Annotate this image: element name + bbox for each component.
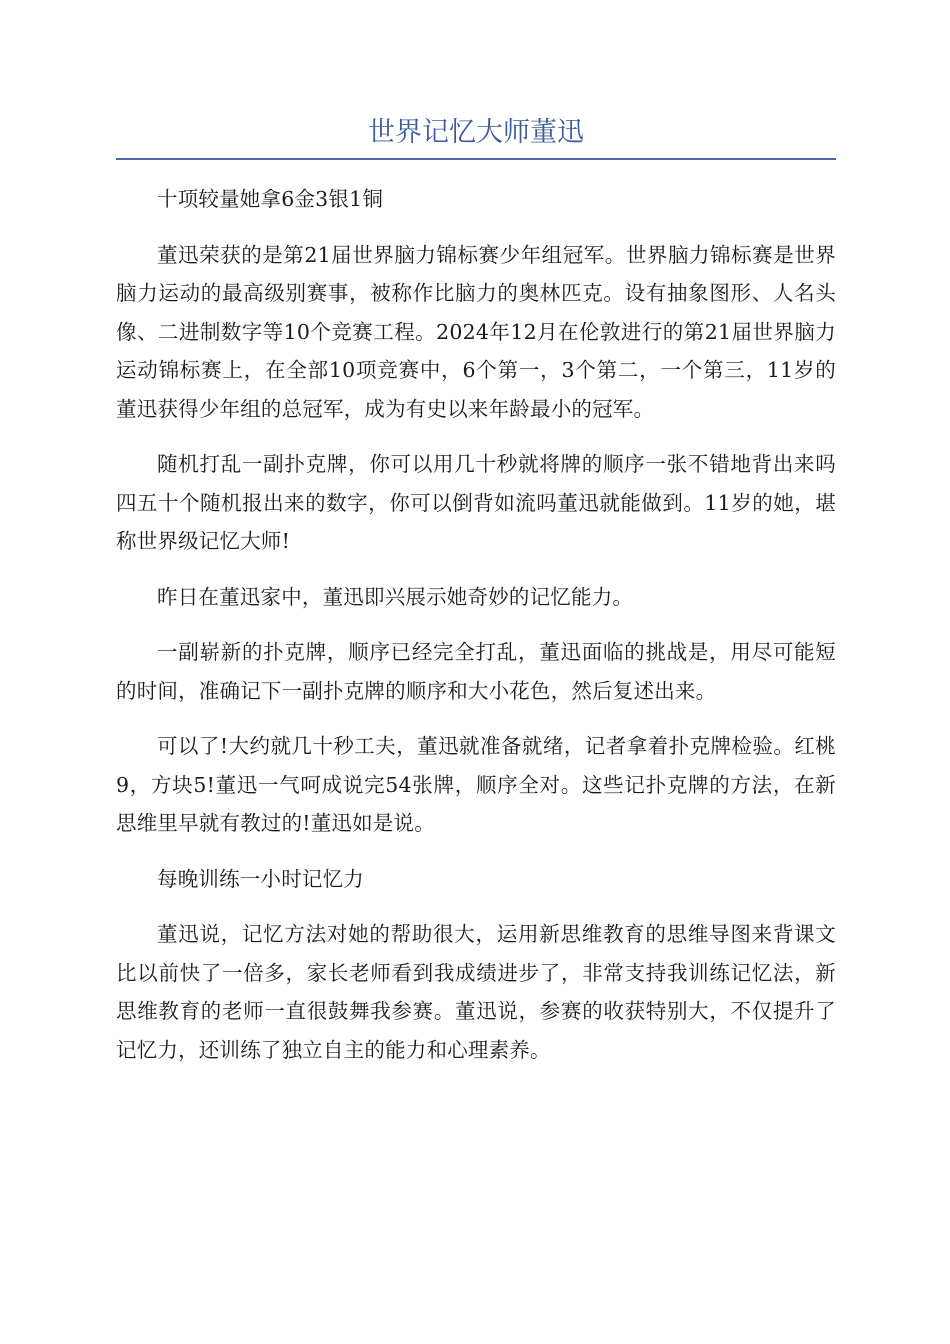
paragraph-method: 董迅说，记忆方法对她的帮助很大，运用新思维教育的思维导图来背课文比以前快了一倍多，家长老师看到我成绩进步了，非常支持我训练记忆法，新思维教育的老师一直很鼓舞我参赛。董迅说，参赛的收获特别大，不仅提升了记忆力，还训练了独立自主的能力和心理素养。	[116, 922, 836, 1062]
paragraph-poker-challenge: 随机打乱一副扑克牌，你可以用几十秒就将牌的顺序一张不错地背出来吗四五十个随机报出来的数字，你可以倒背如流吗董迅就能做到。11岁的她，堪称世界级记忆大师!	[116, 452, 836, 553]
document-page	[116, 108, 836, 1086]
document-title: 世界记忆大师董迅	[368, 117, 584, 148]
subheading-training: 每晚训练一小时记忆力	[157, 866, 364, 891]
paragraph-home-demo: 昨日在董迅家中，董迅即兴展示她奇妙的记忆能力。	[157, 584, 634, 609]
paragraph-new-deck: 一副崭新的扑克牌，顺序已经完全打乱，董迅面临的挑战是，用尽可能短的时间，准确记下一副扑克牌的顺序和大小花色，然后复述出来。	[116, 640, 836, 703]
paragraph-championship: 董迅荣获的是第21届世界脑力锦标赛少年组冠军。世界脑力锦标赛是世界脑力运动的最高级别赛事，被称作比脑力的奥林匹克。设有抽象图形、人名头像、二进制数字等10个竞赛工程。2024年12月在伦敦进行的第21届世界脑力运动锦标赛上，在全部10项竞赛中，6个第一，3个第二，一个第三，11岁的董迅获得少年组的总冠军，成为有史以来年龄最小的冠军。	[116, 242, 836, 421]
subheading-medals: 十项较量她拿6金3银1铜	[157, 187, 384, 211]
title-underline	[116, 158, 836, 160]
paragraph-result: 可以了!大约就几十秒工夫，董迅就准备就绪，记者拿着扑克牌检验。红桃9，方块5!董迅一气呵成说完54张牌，顺序全对。这些记扑克牌的方法，在新思维里早就有教过的!董迅如是说。	[116, 734, 836, 835]
